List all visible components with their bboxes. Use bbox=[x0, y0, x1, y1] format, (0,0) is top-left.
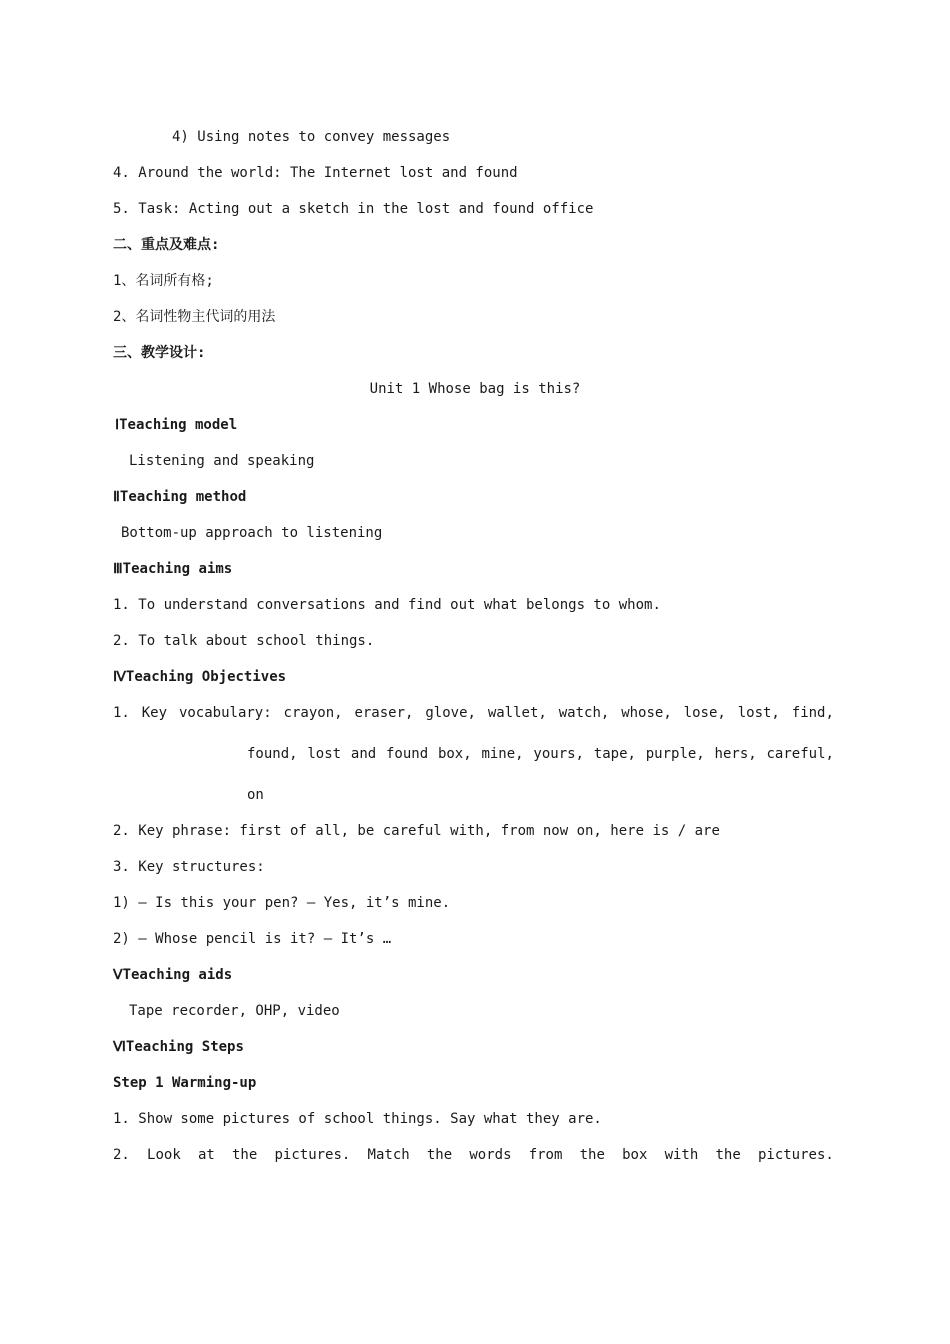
word: whose, bbox=[621, 705, 672, 721]
unit-title: Unit 1 Whose bag is this? bbox=[369, 381, 581, 397]
text-line: 2. To talk about school things. bbox=[113, 633, 375, 649]
word: 1. bbox=[113, 705, 130, 721]
text-line: 2、名词性物主代词的用法 bbox=[113, 309, 276, 325]
word: 2. bbox=[113, 1147, 130, 1163]
word: lose, bbox=[683, 705, 726, 721]
word: Match bbox=[367, 1147, 410, 1163]
word: purple, bbox=[645, 746, 705, 762]
word: watch, bbox=[558, 705, 610, 721]
section-heading: ⅢTeaching aims bbox=[113, 561, 233, 577]
word: box, bbox=[437, 746, 472, 762]
step-heading: Step 1 Warming-up bbox=[113, 1075, 257, 1091]
text-line: 2) — Whose pencil is it? — It’s … bbox=[113, 931, 392, 947]
word: glove, bbox=[425, 705, 476, 721]
word: found, bbox=[247, 746, 298, 762]
word: the bbox=[579, 1147, 605, 1163]
text-line: 5. Task: Acting out a sketch in the lost and found office bbox=[113, 201, 594, 217]
word: Look bbox=[147, 1147, 181, 1163]
word: pictures. bbox=[757, 1147, 834, 1163]
word: find, bbox=[791, 705, 834, 721]
word: hers, bbox=[714, 746, 757, 762]
text-line: 4) Using notes to convey messages bbox=[172, 129, 451, 145]
section-heading: 三、教学设计: bbox=[113, 345, 206, 361]
word: careful, bbox=[766, 746, 834, 762]
vocab-line: on bbox=[247, 787, 264, 803]
word: words bbox=[469, 1147, 512, 1163]
text-line: 1. Show some pictures of school things. Say what they are. bbox=[113, 1111, 602, 1127]
text-line: Bottom-up approach to listening bbox=[121, 525, 383, 541]
word: found bbox=[385, 746, 429, 762]
text-line bbox=[113, 1146, 834, 1164]
word: the bbox=[715, 1147, 741, 1163]
text-line: 1、名词所有格; bbox=[113, 273, 214, 289]
section-heading: ⅠTeaching model bbox=[115, 417, 238, 433]
text-line: 1. To understand conversations and find out what belongs to whom. bbox=[113, 597, 661, 613]
word: tape, bbox=[593, 746, 636, 762]
section-heading: 二、重点及难点: bbox=[113, 237, 220, 253]
word: and bbox=[350, 746, 377, 762]
word: crayon, bbox=[283, 705, 343, 721]
section-heading: ⅣTeaching Objectives bbox=[113, 669, 287, 685]
text-line: 3. Key structures: bbox=[113, 859, 265, 875]
section-heading: ⅡTeaching method bbox=[113, 489, 247, 505]
word: lost bbox=[307, 746, 342, 762]
vocab-line bbox=[247, 745, 834, 763]
text-line: Listening and speaking bbox=[129, 453, 315, 469]
vocab-line bbox=[113, 704, 834, 722]
word: from bbox=[528, 1147, 563, 1163]
text-line: 2. Key phrase: first of all, be careful with, from now on, here is / are bbox=[113, 823, 720, 839]
word: with bbox=[664, 1147, 699, 1163]
word: the bbox=[232, 1147, 258, 1163]
word: at bbox=[197, 1147, 215, 1163]
text-line: Tape recorder, OHP, video bbox=[129, 1003, 340, 1019]
word: wallet, bbox=[487, 705, 547, 721]
word: pictures. bbox=[274, 1147, 351, 1163]
word: yours, bbox=[533, 746, 584, 762]
section-heading: ⅥTeaching Steps bbox=[113, 1039, 244, 1055]
word: lost, bbox=[737, 705, 780, 721]
word: box bbox=[622, 1147, 648, 1163]
word: the bbox=[426, 1147, 453, 1163]
word: Key bbox=[141, 705, 168, 721]
word: eraser, bbox=[354, 705, 414, 721]
section-heading: ⅤTeaching aids bbox=[113, 967, 233, 983]
text-line: 4. Around the world: The Internet lost and found bbox=[113, 165, 518, 181]
text-line: 1) — Is this your pen? — Yes, it’s mine. bbox=[113, 895, 451, 911]
word: vocabulary: bbox=[178, 705, 272, 721]
word: mine, bbox=[481, 746, 524, 762]
